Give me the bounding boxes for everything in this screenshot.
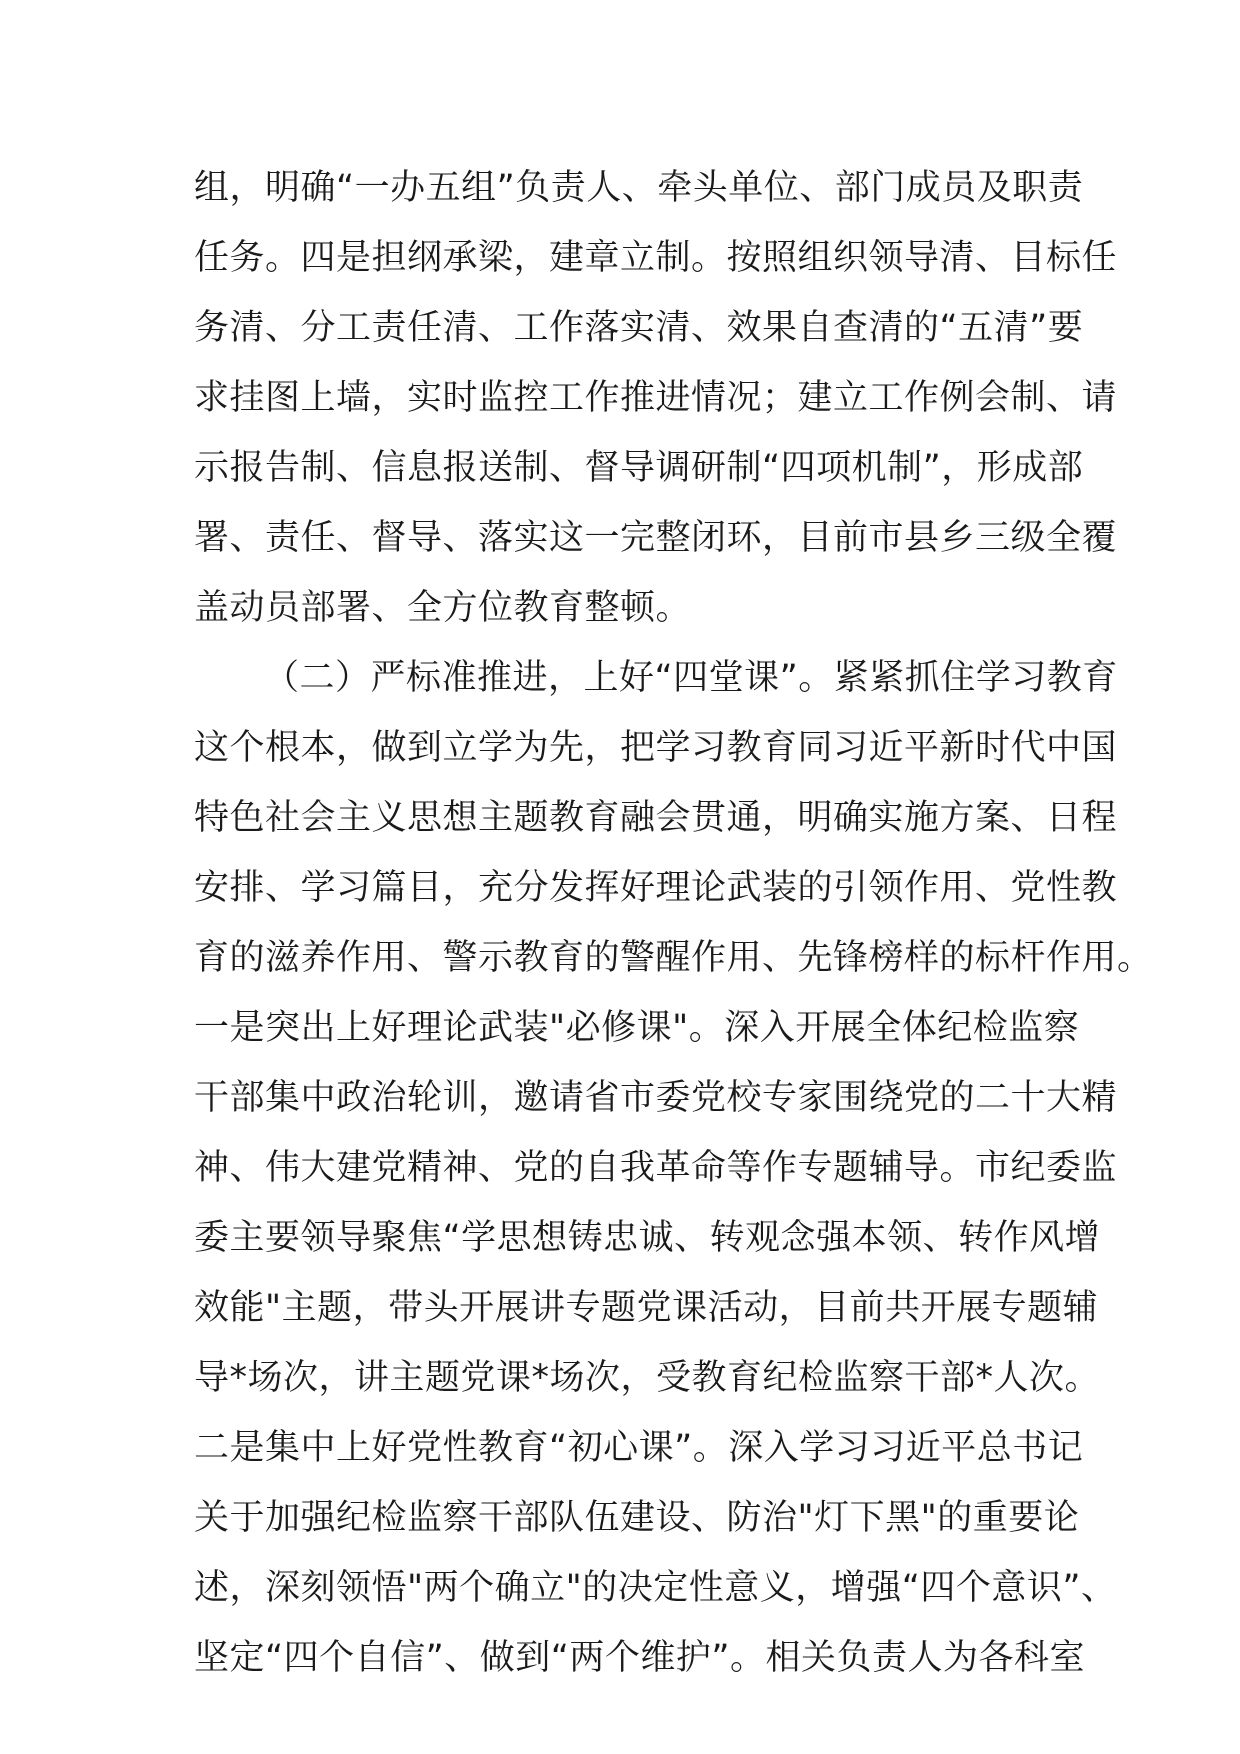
paragraph-line-19: 二是集中上好党性教育“初心课”。深入学习习近平总书记 [194, 1428, 1084, 1468]
paragraph-line-6: 署、责任、督导、落实这一完整闭环，目前市县乡三级全覆 [194, 518, 1118, 558]
paragraph-line-9: 这个根本，做到立学为先，把学习教育同习近平新时代中国 [194, 728, 1118, 768]
paragraph-line-3: 务清、分工责任清、工作落实清、效果自查清的“五清”要 [194, 308, 1084, 348]
paragraph-line-1: 组，明确“一办五组”负责人、牵头单位、部门成员及职责 [194, 168, 1084, 208]
paragraph-line-5: 示报告制、信息报送制、督导调研制“四项机制”，形成部 [194, 448, 1084, 488]
paragraph-line-4: 求挂图上墙，实时监控工作推进情况；建立工作例会制、请 [194, 378, 1118, 418]
paragraph-line-11: 安排、学习篇目，充分发挥好理论武装的引领作用、党性教 [194, 868, 1118, 908]
paragraph-line-7: 盖动员部署、全方位教育整顿。 [194, 588, 692, 628]
paragraph-line-21: 述，深刻领悟"两个确立"的决定性意义，增强“四个意识”、 [194, 1568, 1117, 1608]
paragraph-line-14: 干部集中政治轮训，邀请省市委党校专家围绕党的二十大精 [194, 1078, 1118, 1118]
paragraph-line-20: 关于加强纪检监察干部队伍建设、防治"灯下黑"的重要论 [194, 1498, 1080, 1538]
paragraph-line-10: 特色社会主义思想主题教育融会贯通，明确实施方案、日程 [194, 798, 1118, 838]
paragraph-line-13: 一是突出上好理论武装"必修课"。深入开展全体纪检监察 [194, 1008, 1080, 1048]
paragraph-line-17: 效能"主题，带头开展讲专题党课活动，目前共开展专题辅 [194, 1288, 1099, 1328]
paragraph-line-18: 导*场次，讲主题党课*场次，受教育纪检监察干部*人次。 [194, 1358, 1101, 1398]
paragraph-line-2: 任务。四是担纲承梁，建章立制。按照组织领导清、目标任 [194, 238, 1118, 278]
paragraph-line-12: 育的滋养作用、警示教育的警醒作用、先锋榜样的标杆作用。 [194, 938, 1153, 978]
paragraph-line-15: 神、伟大建党精神、党的自我革命等作专题辅导。市纪委监 [194, 1148, 1118, 1188]
paragraph-line-22: 坚定“四个自信”、做到“两个维护”。相关负责人为各科室 [194, 1638, 1086, 1678]
section-heading-line: （二）严标准推进，上好“四堂课”。紧紧抓住学习教育 [264, 658, 1118, 698]
paragraph-line-16: 委主要领导聚焦“学思想铸忠诚、转观念强本领、转作风增 [194, 1218, 1101, 1258]
